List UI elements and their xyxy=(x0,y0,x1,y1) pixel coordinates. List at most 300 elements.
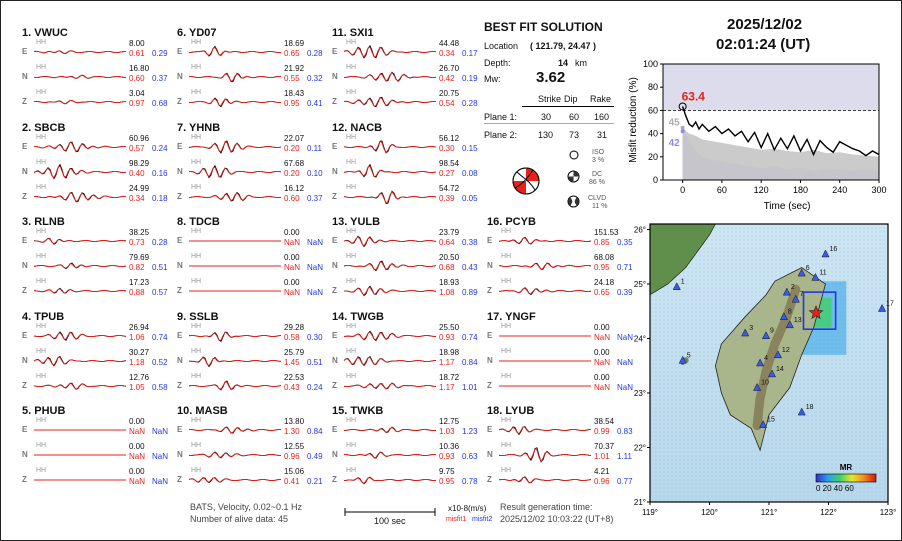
station-title: 2. SBCB xyxy=(22,122,66,134)
misfit1-value: 1.03 xyxy=(439,427,455,436)
band-label: HH xyxy=(36,348,47,355)
blue-value: 42 xyxy=(668,138,680,150)
amplitude-value: 25.50 xyxy=(439,323,460,332)
misfit1-value: 0.95 xyxy=(284,99,300,108)
waveform-plot xyxy=(34,419,130,439)
amplitude-value: 151.53 xyxy=(594,228,619,237)
band-label: HH xyxy=(346,228,357,235)
synthetic-waveform xyxy=(34,75,126,78)
footer-filter: BATS, Velocity, 0.02~0.1 Hz xyxy=(190,502,302,512)
waveform-plot xyxy=(34,255,130,275)
misfit2-value: 0.89 xyxy=(462,288,478,297)
gray-value: 45 xyxy=(668,117,680,129)
lon-tick-label: 123° xyxy=(879,508,897,517)
header-strike: Strike xyxy=(538,94,562,104)
misfit2-value: 0.43 xyxy=(462,263,478,272)
channel-trace xyxy=(177,373,327,399)
misfit1-value: 0.85 xyxy=(594,238,610,247)
amplitude-value: 8.00 xyxy=(129,39,145,48)
component-label: N xyxy=(177,261,183,270)
station-title: 15. TWKB xyxy=(332,405,384,417)
band-label: HH xyxy=(346,253,357,260)
station-title: 7. YHNB xyxy=(177,122,221,134)
misfit2-value: 0.24 xyxy=(307,383,323,392)
misfit1-value: NaN xyxy=(594,333,611,342)
station-number: 15 xyxy=(767,416,775,424)
band-label: HH xyxy=(501,467,512,474)
misfit1-value: 0.65 xyxy=(594,288,610,297)
depth-value: 14 xyxy=(558,58,569,68)
station-number: 12 xyxy=(781,346,790,354)
component-label: N xyxy=(22,261,28,270)
lon-tick-label: 119° xyxy=(642,508,658,517)
waveform-plot xyxy=(34,444,130,464)
misfit1-value: 0.97 xyxy=(129,99,145,108)
station-number: 17 xyxy=(886,300,894,308)
channel-trace xyxy=(332,159,482,185)
waveform-plot xyxy=(344,375,440,395)
component-label: Z xyxy=(22,192,27,201)
waveform-plot xyxy=(344,66,440,86)
waveform-plot xyxy=(499,469,595,489)
amplitude-value: 10.36 xyxy=(439,442,460,451)
station-number: 4 xyxy=(764,355,768,362)
band-label: HH xyxy=(36,228,47,235)
band-label: HH xyxy=(501,228,512,235)
component-label: Z xyxy=(22,381,27,390)
misfit1-value: 0.58 xyxy=(284,333,300,342)
misfit-ylabel: Misfit reduction (%) xyxy=(628,77,639,163)
misfit2-value: NaN xyxy=(152,477,169,486)
band-label: HH xyxy=(191,417,202,424)
channel-trace xyxy=(177,64,327,90)
misfit2-value: 0.41 xyxy=(307,99,323,108)
misfit2-value: 0.77 xyxy=(617,477,633,486)
misfit1-value: 1.01 xyxy=(594,452,610,461)
component-label: E xyxy=(487,331,493,340)
synthetic-waveform xyxy=(189,167,281,177)
amplitude-value: 30.27 xyxy=(129,348,150,357)
misfit2-value: NaN xyxy=(152,452,169,461)
station-title: 6. YD07 xyxy=(177,27,217,39)
waveform-plot xyxy=(189,91,285,111)
amplitude-value: 16.12 xyxy=(284,184,305,193)
misfit1-value: 1.45 xyxy=(284,358,300,367)
amplitude-value: 68.08 xyxy=(594,253,615,262)
lon-tick-label: 122° xyxy=(820,508,837,517)
synthetic-waveform xyxy=(499,477,591,482)
plane1-strike: 30 xyxy=(541,112,552,122)
band-label: HH xyxy=(191,467,202,474)
clvd-pct: 11 % xyxy=(592,203,608,210)
component-label: E xyxy=(332,425,338,434)
component-label: Z xyxy=(487,286,492,295)
amplitude-value: 12.76 xyxy=(129,373,150,382)
band-label: HH xyxy=(346,467,357,474)
band-label: HH xyxy=(346,442,357,449)
amplitude-value: 0.00 xyxy=(594,348,610,357)
waveform-plot xyxy=(499,255,595,275)
time-scale-label: 100 sec xyxy=(374,516,406,526)
station-title: 16. PCYB xyxy=(487,216,536,228)
channel-trace xyxy=(177,159,327,185)
band-label: HH xyxy=(191,278,202,285)
amplitude-value: 18.93 xyxy=(439,278,460,287)
misfit1-value: 0.30 xyxy=(439,144,455,153)
station-number: 16 xyxy=(829,245,838,253)
waveform-plot xyxy=(34,91,130,111)
channel-trace xyxy=(22,39,172,65)
best-fit-value: 63.4 xyxy=(681,89,705,104)
amplitude-value: 18.98 xyxy=(439,348,460,357)
amplitude-value: 15.06 xyxy=(284,467,305,476)
synthetic-waveform xyxy=(344,383,436,389)
misfit2-value: 0.35 xyxy=(617,238,633,247)
misfit1-value: NaN xyxy=(284,263,301,272)
misfit2-value: 0.19 xyxy=(462,74,478,83)
channel-trace xyxy=(332,253,482,279)
waveform-plot xyxy=(189,280,285,300)
amplitude-value: 70.37 xyxy=(594,442,615,451)
waveform-plot xyxy=(189,350,285,370)
waveform-plot xyxy=(34,350,130,370)
misfit2-value: 0.10 xyxy=(307,169,323,178)
station-number: 3 xyxy=(749,325,754,333)
synthetic-waveform xyxy=(34,289,126,293)
component-label: E xyxy=(487,425,493,434)
amplitude-value: 29.28 xyxy=(284,323,305,332)
gray-marker xyxy=(681,126,685,130)
channel-trace xyxy=(177,134,327,160)
channel-trace xyxy=(332,89,482,115)
plane1-rake: 160 xyxy=(594,112,610,122)
waveform-plot xyxy=(189,375,285,395)
component-label: N xyxy=(332,450,338,459)
channel-trace xyxy=(332,348,482,374)
amplitude-value: 0.00 xyxy=(129,417,145,426)
waveform-plot xyxy=(189,444,285,464)
channel-trace xyxy=(177,417,327,443)
channel-trace xyxy=(487,228,637,254)
amplitude-value: 20.50 xyxy=(439,253,460,262)
amplitude-value: 0.00 xyxy=(284,278,300,287)
misfit-reduction-chart xyxy=(626,58,896,213)
component-label: N xyxy=(332,356,338,365)
amplitude-units: x10-8(m/s) xyxy=(448,504,487,513)
amplitude-value: 98.54 xyxy=(439,159,460,168)
channel-trace xyxy=(487,323,637,349)
waveform-plot xyxy=(344,469,440,489)
waveform-plot xyxy=(344,325,440,345)
band-label: HH xyxy=(36,184,47,191)
misfit1-value: 0.54 xyxy=(439,99,455,108)
channel-trace xyxy=(177,467,327,493)
station-title: 9. SSLB xyxy=(177,311,219,323)
amplitude-value: 67.68 xyxy=(284,159,305,168)
band-label: HH xyxy=(346,159,357,166)
x-tick-label: 180 xyxy=(792,185,808,195)
amplitude-value: 13.80 xyxy=(284,417,305,426)
misfit2-value: NaN xyxy=(307,288,324,297)
band-label: HH xyxy=(501,373,512,380)
band-label: HH xyxy=(346,89,357,96)
station-number: 2 xyxy=(790,284,795,292)
channel-trace xyxy=(177,348,327,374)
misfit2-value: 0.52 xyxy=(152,358,168,367)
amplitude-value: 0.00 xyxy=(129,442,145,451)
channel-trace xyxy=(22,89,172,115)
misfit1-value: NaN xyxy=(284,288,301,297)
band-label: HH xyxy=(36,278,47,285)
plane1-label: Plane 1: xyxy=(484,112,518,122)
band-label: HH xyxy=(191,253,202,260)
band-label: HH xyxy=(501,323,512,330)
misfit2-legend: misfit2 xyxy=(472,516,493,523)
misfit1-value: 1.06 xyxy=(129,333,145,342)
channel-trace xyxy=(22,373,172,399)
band-label: HH xyxy=(346,64,357,71)
location-value: ( 121.79, 24.47 ) xyxy=(530,41,597,51)
component-label: E xyxy=(487,236,493,245)
synthetic-waveform xyxy=(344,427,436,432)
observed-waveform xyxy=(344,141,436,153)
waveform-plot xyxy=(499,230,595,250)
channel-trace xyxy=(177,228,327,254)
misfit2-value: 0.84 xyxy=(307,427,323,436)
component-label: E xyxy=(177,47,183,56)
band-label: HH xyxy=(501,278,512,285)
x-tick-label: 240 xyxy=(832,185,848,195)
misfit2-value: 0.30 xyxy=(307,333,323,342)
waveform-plot xyxy=(189,230,285,250)
band-label: HH xyxy=(191,323,202,330)
synthetic-waveform xyxy=(189,382,281,389)
band-label: HH xyxy=(501,417,512,424)
channel-trace xyxy=(177,253,327,279)
misfit1-value: NaN xyxy=(594,358,611,367)
channel-trace xyxy=(22,134,172,160)
misfit1-value: 1.08 xyxy=(439,288,455,297)
misfit2-value: 0.57 xyxy=(152,288,168,297)
misfit1-value: 0.99 xyxy=(594,427,610,436)
component-label: E xyxy=(177,236,183,245)
amplitude-value: 16.80 xyxy=(129,64,150,73)
waveform-plot xyxy=(189,419,285,439)
misfit2-value: 0.74 xyxy=(462,333,478,342)
misfit2-value: 0.37 xyxy=(152,74,168,83)
misfit1-value: 0.41 xyxy=(284,477,300,486)
waveform-plot xyxy=(189,136,285,156)
misfit2-value: NaN xyxy=(617,383,634,392)
misfit2-value: 0.08 xyxy=(462,169,478,178)
channel-trace xyxy=(487,348,637,374)
synthetic-waveform xyxy=(344,262,436,270)
synthetic-waveform xyxy=(189,453,281,458)
misfit2-value: 1.11 xyxy=(617,452,632,461)
misfit1-value: 1.05 xyxy=(129,383,145,392)
station-number: 5 xyxy=(686,352,691,360)
dc-icon xyxy=(567,170,580,183)
amplitude-value: 18.69 xyxy=(284,39,305,48)
amplitude-value: 60.96 xyxy=(129,134,150,143)
component-label: Z xyxy=(177,192,182,201)
waveform-plot xyxy=(499,350,595,370)
plane2-dip: 73 xyxy=(569,130,580,140)
waveform-plot xyxy=(499,280,595,300)
amplitude-value: 56.12 xyxy=(439,134,460,143)
component-label: Z xyxy=(332,286,337,295)
blue-marker xyxy=(681,129,685,133)
header-dip: Dip xyxy=(564,94,578,104)
waveform-plot xyxy=(344,161,440,181)
channel-trace xyxy=(487,373,637,399)
channel-trace xyxy=(22,64,172,90)
event-date: 2025/12/02 xyxy=(727,16,803,33)
misfit2-value: 0.37 xyxy=(307,194,323,203)
component-label: Z xyxy=(487,475,492,484)
station-number: 9 xyxy=(770,327,774,335)
misfit2-value: 0.28 xyxy=(462,99,478,108)
misfit1-value: 0.68 xyxy=(439,263,455,272)
misfit2-value: 0.74 xyxy=(152,333,168,342)
synthetic-waveform xyxy=(34,332,126,339)
misfit2-value: 0.28 xyxy=(152,238,168,247)
amplitude-value: 9.75 xyxy=(439,467,455,476)
misfit2-value: 0.17 xyxy=(462,49,478,58)
waveform-plot xyxy=(34,469,130,489)
channel-trace xyxy=(332,417,482,443)
channel-trace xyxy=(487,253,637,279)
station-title: 14. TWGB xyxy=(332,311,384,323)
waveform-plot xyxy=(344,41,440,61)
misfit1-value: 0.96 xyxy=(594,477,610,486)
lat-tick-label: 24° xyxy=(633,334,646,344)
waveform-plot xyxy=(499,325,595,345)
x-tick-label: 60 xyxy=(716,185,727,195)
component-label: Z xyxy=(22,475,27,484)
misfit1-value: 0.60 xyxy=(129,74,145,83)
synthetic-waveform xyxy=(189,358,281,366)
band-label: HH xyxy=(36,323,47,330)
misfit2-value: 0.28 xyxy=(307,49,323,58)
footer-alive: Number of alive data: 45 xyxy=(190,514,289,524)
misfit2-value: NaN xyxy=(152,427,169,436)
component-label: E xyxy=(332,236,338,245)
amplitude-value: 0.00 xyxy=(284,228,300,237)
x-tick-label: 120 xyxy=(753,185,769,195)
synthetic-waveform xyxy=(344,452,436,458)
band-label: HH xyxy=(346,348,357,355)
synthetic-waveform xyxy=(344,478,436,484)
channel-trace xyxy=(22,159,172,185)
misfit1-value: NaN xyxy=(129,477,146,486)
station-title: 10. MASB xyxy=(177,405,228,417)
component-label: Z xyxy=(177,475,182,484)
misfit1-value: 0.34 xyxy=(129,194,145,203)
waveform-plot xyxy=(34,325,130,345)
misfit1-value: 0.64 xyxy=(439,238,455,247)
misfit2-value: 0.49 xyxy=(307,452,323,461)
amplitude-value: 20.75 xyxy=(439,89,460,98)
channel-trace xyxy=(22,467,172,493)
component-label: E xyxy=(22,142,28,151)
waveform-plot xyxy=(499,375,595,395)
amplitude-value: 25.79 xyxy=(284,348,305,357)
waveform-plot xyxy=(344,186,440,206)
waveform-plot xyxy=(499,419,595,439)
misfit1-value: 0.43 xyxy=(284,383,300,392)
component-label: E xyxy=(177,142,183,151)
band-label: HH xyxy=(191,159,202,166)
epicenter-map xyxy=(633,218,897,523)
lat-tick-label: 21° xyxy=(633,498,646,507)
lat-tick-label: 25° xyxy=(633,279,646,289)
band-label: HH xyxy=(346,184,357,191)
event-time: 02:01:24 (UT) xyxy=(716,36,811,53)
component-label: E xyxy=(177,331,183,340)
plane2-rake: 31 xyxy=(597,130,608,140)
plane2-label: Plane 2: xyxy=(484,130,518,140)
waveform-plot xyxy=(189,161,285,181)
amplitude-value: 18.43 xyxy=(284,89,305,98)
band-label: HH xyxy=(191,228,202,235)
station-number: 8 xyxy=(787,308,792,316)
synthetic-waveform xyxy=(344,47,436,57)
amplitude-value: 0.00 xyxy=(284,253,300,262)
mr-colorbar xyxy=(816,474,876,482)
misfit1-value: NaN xyxy=(594,383,611,392)
component-label: Z xyxy=(177,381,182,390)
waveform-plot xyxy=(34,136,130,156)
station-number: 6 xyxy=(805,265,810,273)
waveform-plot xyxy=(189,66,285,86)
mw-label: Mw: xyxy=(484,74,501,84)
channel-trace xyxy=(332,184,482,210)
component-label: Z xyxy=(332,475,337,484)
misfit2-value: 0.29 xyxy=(152,49,168,58)
station-title: 5. PHUB xyxy=(22,405,66,417)
band-label: HH xyxy=(36,467,47,474)
band-label: HH xyxy=(36,159,47,166)
station-title: 13. YULB xyxy=(332,216,381,228)
waveform-plot xyxy=(344,444,440,464)
component-label: Z xyxy=(177,286,182,295)
misfit1-value: 0.57 xyxy=(129,144,145,153)
observed-waveform xyxy=(34,263,126,269)
misfit2-value: 0.58 xyxy=(152,383,168,392)
misfit1-value: 0.95 xyxy=(439,477,455,486)
component-label: E xyxy=(332,142,338,151)
synthetic-waveform xyxy=(34,239,126,244)
misfit1-value: 0.39 xyxy=(439,194,455,203)
observed-waveform xyxy=(189,98,281,107)
misfit2-value: 0.18 xyxy=(152,194,168,203)
component-label: E xyxy=(177,425,183,434)
misfit1-value: NaN xyxy=(129,427,146,436)
channel-trace xyxy=(332,278,482,304)
misfit1-value: 0.95 xyxy=(594,263,610,272)
x-tick-label: 300 xyxy=(871,185,887,195)
band-label: HH xyxy=(36,373,47,380)
synthetic-waveform xyxy=(344,358,436,365)
station-title: 8. TDCB xyxy=(177,216,220,228)
lat-tick-label: 26° xyxy=(633,225,646,235)
dc-pct: 86 % xyxy=(589,179,605,186)
component-label: Z xyxy=(487,381,492,390)
channel-trace xyxy=(177,323,327,349)
band-label: HH xyxy=(501,442,512,449)
synthetic-waveform xyxy=(344,98,436,106)
